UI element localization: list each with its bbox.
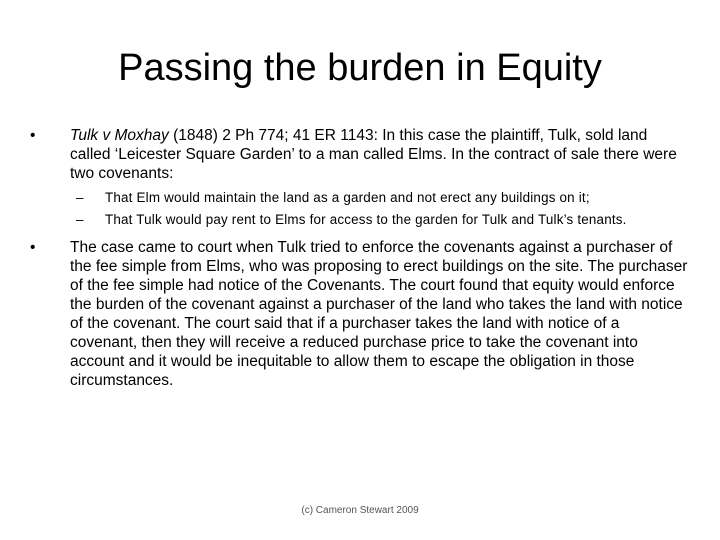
case-name: Tulk v Moxhay [70, 127, 169, 144]
sub-list [30, 190, 690, 228]
sub-item-text: That Elm would maintain the land as a garden and not erect any buildings on it; [105, 190, 590, 205]
bullet-text: The case came to court when Tulk tried to enforce the covenants against a purchaser of the fee simple from Elms, who was proposing to erect buildings on the site. The purchaser of the fee simple had notice of the Covenants. The court found that equity would enforce the burden of the covenant against a purchaser of the land who takes the land with notice of the covenant. The court said that if a purchaser takes the land with notice of a covenant, then they will receive a reduced purchase price to take the covenant into account and it would be inequitable to allow them to escape the obligation in those circumstances. [70, 239, 688, 389]
sub-marker: – [76, 190, 84, 205]
bullet-text: (1848) 2 Ph 774; 41 ER 1143: In this case the plaintiff, Tulk, sold land called ‘Leicester Square Garden’ to a man called Elms. In the contract of sale there were two covenants: [70, 127, 677, 182]
sub-item-text: That Tulk would pay rent to Elms for access to the garden for Tulk and Tulk’s tenants. [105, 212, 627, 227]
sub-marker: – [76, 212, 84, 227]
bullet-item [30, 238, 690, 390]
bullet-marker: • [30, 239, 36, 256]
bullet-marker: • [30, 127, 36, 144]
footer-copyright: (c) Cameron Stewart 2009 [301, 505, 419, 516]
bullet-item [30, 126, 690, 183]
sub-item [30, 190, 690, 206]
sub-item [30, 212, 690, 228]
slide-content [30, 126, 690, 390]
slide-title: Passing the burden in Equity [118, 47, 602, 89]
